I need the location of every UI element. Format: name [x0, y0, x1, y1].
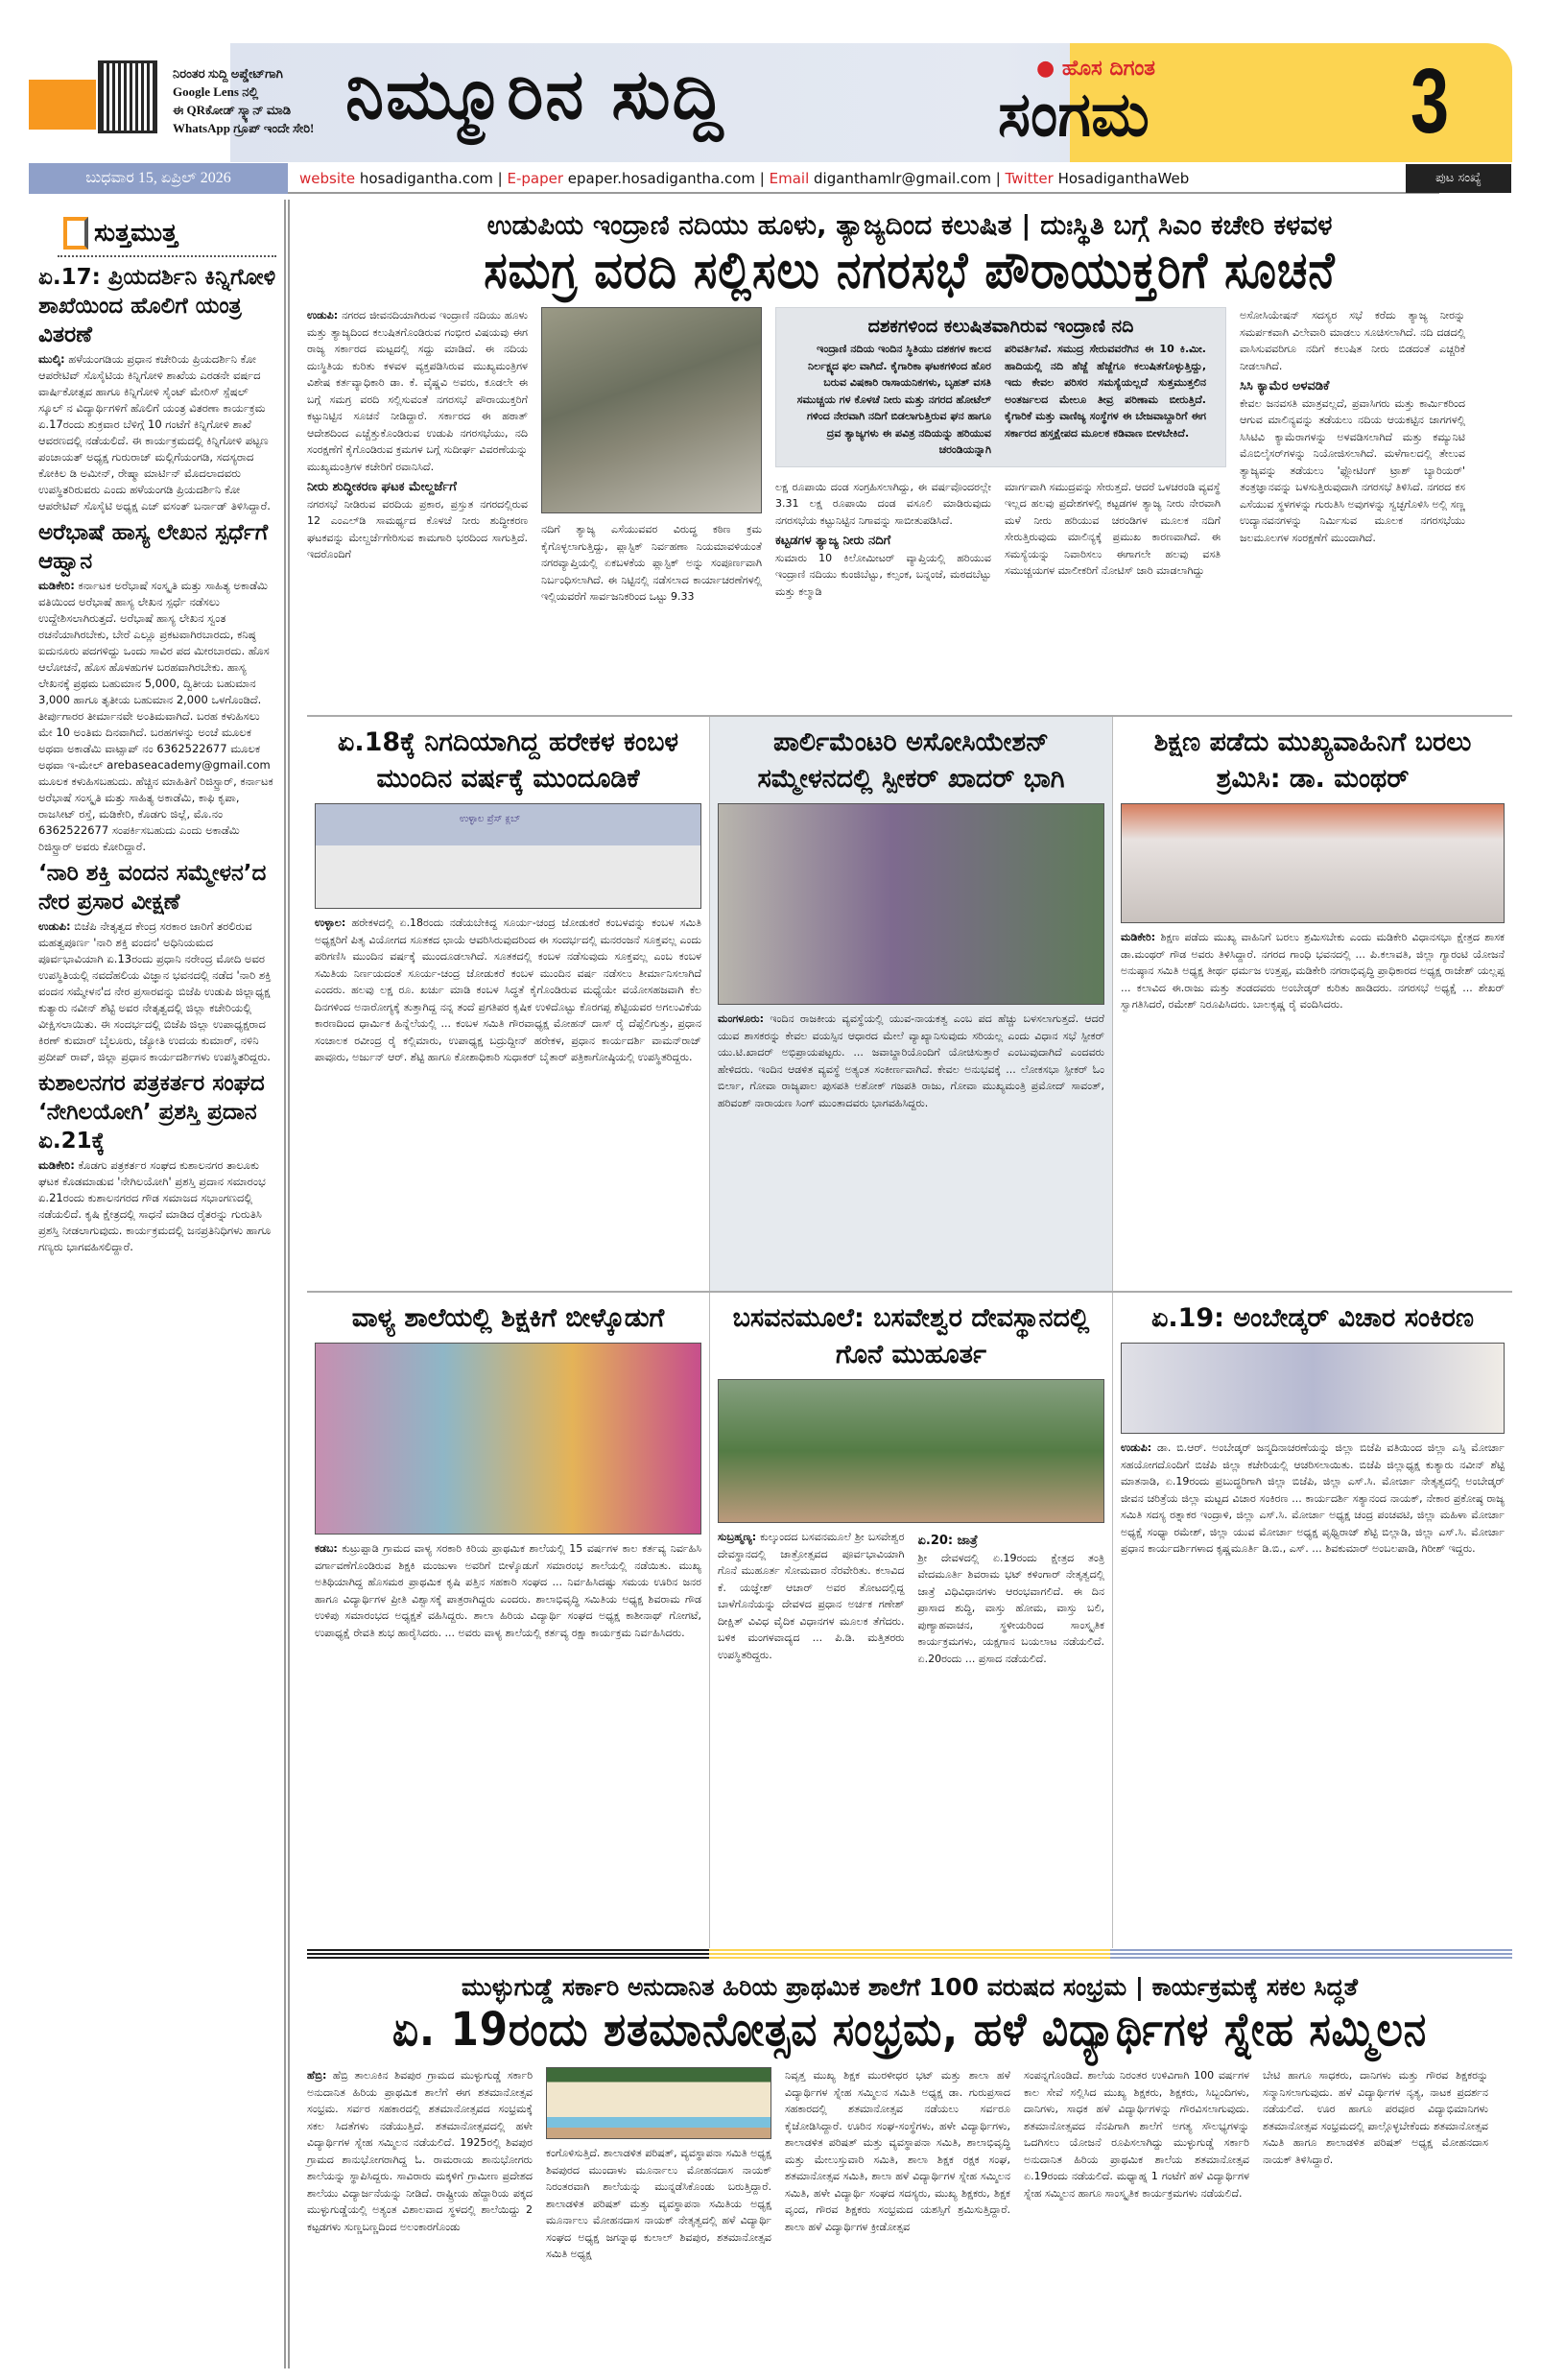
story-4: ಕುಶಾಲನಗರ ಪತ್ರಕರ್ತರ ಸಂಘದ ‘ನೇಗಿಲಯೋಗಿ’ ಪ್ರಶಸ್ತಿ ಪ್ರದಾನ ಏ.21ಕ್ಕೆ ಮಡಿಕೇರಿ: ಕೊಡಗು ಪತ್ರಕರ್ತರ ಸಂಘದ ಕುಶಾಲನಗರ ತಾಲೂಕು ಘಟಕ ಕೊಡಮಾಡುವ 'ನೇಗಿಲಯೋಗಿ' ಪ್ರಶಸ್ತಿ ಪ್ರದಾನ ಸಮಾರಂಭ ಏ.21ರಂದು ಕುಶಾಲನಗರದ ಗೌಡ ಸಮಾಜದ ಸಭಾಂಗಣದಲ್ಲಿ ನಡೆಯಲಿದೆ. ಕೃಷಿ ಕ್ಷೇತ್ರದಲ್ಲಿ ಸಾಧನೆ ಮಾಡಿದ ರೈತರನ್ನು ಗುರುತಿಸಿ ಪ್ರಶಸ್ತಿ ನೀಡಲಾಗುವುದು. ಕಾರ್ಯಕ್ರಮದಲ್ಲಿ ಜನಪ್ರತಿನಿಧಿಗಳು ಹಾಗೂ ಗಣ್ಯರು ಭಾಗವಹಿಸಲಿದ್ದಾರೆ. — [38, 1069, 276, 1255]
epaper-link[interactable]: epaper.hosadigantha.com — [567, 170, 756, 187]
story-manthar: ಶಿಕ್ಷಣ ಪಡೆದು ಮುಖ್ಯವಾಹಿನಿಗೆ ಬರಲು ಶ್ರಮಿಸಿ: ಡಾ. ಮಂಥರ್ ಮಡಿಕೇರಿ: ಶಿಕ್ಷಣ ಪಡೆದು ಮುಖ್ಯ ವಾಹಿನಿಗೆ ಬರಲು ಶ್ರಮಿಸಬೇಕು ಎಂದು ಮಡಿಕೇರಿ ವಿಧಾನಸಭಾ ಕ್ಷೇತ್ರದ ಶಾಸಕ ಡಾ.ಮಂಥರ್ ಗೌಡ ಅವರು ತಿಳಿಸಿದ್ದಾರೆ. ನಗರದ ಗಾಂಧಿ ಭವನದಲ್ಲಿ ... ಪಿ.ಕಲಾವತಿ, ಜಿಲ್ಲಾ ಗ್ಯಾರಂಟಿ ಯೋಜನೆ ಅನುಷ್ಠಾನ ಸಮಿತಿ ಅಧ್ಯಕ್ಷ ತೀರ್ಥ ಧರ್ಮಜ ಉತ್ತಪ್ಪ, ಮಡಿಕೇರಿ ನಗರಾಭಿವೃದ್ಧಿ ಪ್ರಾಧಿಕಾರದ ಅಧ್ಯಕ್ಷ ರಾಜೇಶ್ ಯಲ್ಲಪ್ಪ ... ಕಲಾವಿದ ಈ.ರಾಜು ಮತ್ತು ತಂಡದವರು ಅಂಬೇಡ್ಕರ್ ಕುರಿತು ಹಾಡಿದರು. ನಗರಸಭೆ ಅಧ್ಯಕ್ಷೆ ... ಶೇಖರ್ ಸ್ವಾಗತಿಸಿದರೆ, ರಮೇಶ್ ನಿರೂಪಿಸಿದರು. ಬಾಲಕೃಷ್ಣ ರೈ ವಂದಿಸಿದರು. — [1121, 727, 1505, 1011]
story-kicker: ಉಡುಪಿಯ ಇಂದ್ರಾಣಿ ನದಿಯು ಹೂಳು, ತ್ಯಾಜ್ಯದಿಂದ ಕಲುಷಿತ | ದುಃಸ್ಥಿತಿ ಬಗ್ಗೆ ಸಿಎಂ ಕಚೇರಿ ಕಳವಳ — [486, 209, 1333, 241]
school-photo — [546, 2067, 771, 2139]
twitter-link[interactable]: HosadiganthaWeb — [1057, 170, 1190, 187]
section-header: ಸುತ್ತಮುತ್ತ — [63, 217, 276, 250]
email-link[interactable]: diganthamlr@gmail.com — [814, 170, 991, 187]
issue-date: ಬುಧವಾರ 15, ಏಪ್ರಿಲ್ 2026 — [29, 163, 288, 194]
whatsapp-promo: ನಿರಂತರ ಸುದ್ದಿ ಅಪ್ಡೇಟ್‌ಗಾಗಿ Google Lens ನಲ್ಲಿ ಈ QRಕೋಡ್ ಸ್ಕ್ಯಾನ್ ಮಾಡಿ WhatsApp ಗ್ರೂಪ್ ಇಂದೇ ಸೇರಿ! — [173, 66, 315, 135]
left-column — [38, 200, 290, 2368]
brand-logo: ● ಹೊಸ ದಿಗಂತ — [1036, 57, 1155, 81]
story-kicker: ಮುಳ್ಳುಗುಡ್ಡೆ ಸರ್ಕಾರಿ ಅನುದಾನಿತ ಹಿರಿಯ ಪ್ರಾಥಮಿಕ ಶಾಲೆಗೆ 100 ವರುಷದ ಸಂಭ್ರಮ | ಕಾರ್ಯಕ್ರಮಕ್ಕೆ ಸಕಲ ಸಿದ್ಧತೆ — [461, 1973, 1358, 2001]
row-3 — [307, 1291, 1512, 1948]
sidebar-box: ದಶಕಗಳಿಂದ ಕಲುಷಿತವಾಗಿರುವ ಇಂದ್ರಾಣಿ ನದಿ ಇಂದ್ರಾಣಿ ನದಿಯ ಇಂದಿನ ಸ್ಥಿತಿಯು ದಶಕಗಳ ಕಾಲದ ನಿರ್ಲಕ್ಷ್ಯದ ಫಲ ವಾಗಿದೆ. ಕೈಗಾರಿಕಾ ಘಟಕಗಳಿಂದ ಹೊರ ಬರುವ ವಿಷಕಾರಿ ರಾಸಾಯನಿಕಗಳು, ಬೃಹತ್ ವಸತಿ ಸಮುಚ್ಚಯ ಗಳ ಕೊಳಚೆ ನೀರು ಮತ್ತು ನಗರದ ಹೋಟೆಲ್ ಗಳಿಂದ ನೇರವಾಗಿ ನದಿಗೆ ಬಿಡಲಾಗುತ್ತಿರುವ ಘನ ಹಾಗೂ ದ್ರವ ತ್ಯಾಜ್ಯಗಳು ಈ ಪವಿತ್ರ ನದಿಯನ್ನು ಹರಿಯುವ ಚರಂಡಿಯನ್ನಾಗಿ ಪರಿವರ್ತಿಸಿವೆ. ಸಮುದ್ರ ಸೇರುವವರೆಗಿನ ಈ 10 ಕಿ.ಮೀ. ಹಾದಿಯಲ್ಲಿ ನದಿ ಹೆಜ್ಜೆ ಹೆಜ್ಜೆಗೂ ಕಲುಷಿತಗೊಳ್ಳುತ್ತಿದ್ದು, ಇದು ಕೇವಲ ಪರಿಸರ ಸಮಸ್ಯೆಯಲ್ಲದೆ ಸುತ್ತಮುತ್ತಲಿನ ಅಂತರ್ಜಲದ ಮೇಲೂ ತೀವ್ರ ಪರಿಣಾಮ ಬೀರುತ್ತಿದೆ. ಕೈಗಾರಿಕೆ ಮತ್ತು ವಾಣಿಜ್ಯ ಸಂಸ್ಥೆಗಳ ಈ ಬೇಜವಾಬ್ದಾರಿಗೆ ಈಗ ಸರ್ಕಾರದ ಹಸ್ತಕ್ಷೇಪದ ಮೂಲಕ ಕಡಿವಾಣ ಬೀಳಬೇಕಿದೆ. — [775, 307, 1226, 467]
felicitation-photo — [1121, 803, 1505, 923]
contact-links: website hosadigantha.com | E-paper epaper.hosadigantha.com | Email diganthamlr@gmail.com | Twitter HosadiganthaWeb — [288, 163, 1439, 194]
row-2 — [307, 715, 1512, 1291]
speaker-photo — [718, 803, 1104, 1005]
divider — [58, 255, 276, 257]
subheading: ನೀರು ಶುದ್ಧೀಕರಣ ಘಟಕ ಮೇಲ್ದರ್ಜೆಗೆ — [307, 480, 457, 494]
qr-code-icon[interactable] — [98, 60, 157, 133]
page-number: 3 — [1411, 50, 1450, 153]
story-headline: ಕುಶಾಲನಗರ ಪತ್ರಕರ್ತರ ಸಂಘದ ‘ನೇಗಿಲಯೋಗಿ’ ಪ್ರಶಸ್ತಿ ಪ್ರದಾನ ಏ.21ಕ್ಕೆ — [38, 1071, 265, 1154]
story-kambala: ಏ.18ಕ್ಕೆ ನಿಗದಿಯಾಗಿದ್ದ ಹರೇಕಳ ಕಂಬಳ ಮುಂದಿನ ವರ್ಷಕ್ಕೆ ಮುಂದೂಡಿಕೆ ಉಳ್ಳಾಲ ಪ್ರೆಸ್ ಕ್ಲಬ್ ಉಳ್ಳಾಲ: ಹರೇಕಳದಲ್ಲಿ ಏ.18ರಂದು ನಡೆಯಬೇಕಿದ್ದ ಸೂರ್ಯ-ಚಂದ್ರ ಜೋಡುಕರೆ ಕಂಬಳವನ್ನು ಕಂಬಳ ಸಮಿತಿ ಅಧ್ಯಕ್ಷರಿಗೆ ಪಿತೃ ವಿಯೋಗದ ಸೂತಕದ ಛಾಯೆ ಆವರಿಸಿರುವುದರಿಂದ ಈ ಸಂದರ್ಭದಲ್ಲಿ ಮನರಂಜನೆ ಸೂಕ್ತವಲ್ಲ ಎಂದು ಪರಿಗಣಿಸಿ ಮುಂದಿನ ವರ್ಷಕ್ಕೆ ಮುಂದೂಡಲಾಗಿದೆ. ಸೂತಕದಲ್ಲಿ ಕಂಬಳ ನಡೆಸುವುದು ಸೂಕ್ತವಲ್ಲ ಎಂಬ ಕಂಬಳ ಸಮಿತಿಯ ನಿರ್ಣಯದಂತೆ ಸೂರ್ಯ-ಚಂದ್ರ ಜೋಡುಕರೆ ಕಂಬಳ ಮುಂದಿನ ವರ್ಷ ನಡೆಸಲು ತೀರ್ಮಾನಿಸಲಾಗಿದೆ ಎಂದರು. ಹಲವು ಲಕ್ಷ ರೂ. ಖರ್ಚು ಮಾಡಿ ಕಂಬಳ ಸಿದ್ಧತೆ ಕೈಗೊಂಡಿರುವ ಮಧ್ಯೆಯೇ ವಯೋಸಹಜವಾಗಿ ಕೆಲ ದಿನಗಳಿಂದ ಅನಾರೋಗ್ಯಕ್ಕೆ ತುತ್ತಾಗಿದ್ದ ನನ್ನ ತಂದೆ ಪ್ರಗತಿಪರ ಕೃಷಿಕ ಉಳಿದೊಟ್ಟು ಕೊರಗಪ್ಪ ಶೆಟ್ಟಿಯವರ ಅಗಲುವಿಕೆಯ ಕಾರಣದಿಂದ ಧಾರ್ಮಿಕ ಹಿನ್ನೆಲೆಯಲ್ಲಿ ... ಕಂಬಳ ಸಮಿತಿ ಗೌರವಾಧ್ಯಕ್ಷ ಮೋಹನ್ ದಾಸ್ ರೈ ದೆಪ್ಪೆಲಿಗುತ್ತು, ಪ್ರಧಾನ ಸಂಚಾಲಕ ರವೀಂದ್ರ ರೈ ಕಲ್ಲಿಮಾರು, ಉಪಾಧ್ಯಕ್ಷ ಬದ್ರುದ್ದೀನ್ ಹರೇಕಳ, ಪ್ರಧಾನ ಕಾರ್ಯದರ್ಶಿ ವಾಮನ್‌ರಾಜ್ ಪಾವೂರು, ಅರ್ಜುನ್ ಆರ್. ಶೆಟ್ಟಿ ಹಾಗೂ ಕೋಶಾಧಿಕಾರಿ ಸುಧಾಕರ್ ಬೈತಾರ್ ಪತ್ರಿಕಾಗೋಷ್ಠಿಯಲ್ಲಿ ಉಪಸ್ಥಿತರಿದ್ದರು. — [307, 717, 710, 1291]
door-icon — [63, 217, 88, 250]
story-3: ‘ನಾರಿ ಶಕ್ತಿ ವಂದನ ಸಮ್ಮೇಳನ’ದ ನೇರ ಪ್ರಸಾರ ವೀಕ್ಷಣೆ ಉಡುಪಿ: ಬಿಜೆಪಿ ನೇತೃತ್ವದ ಕೇಂದ್ರ ಸರಕಾರ ಜಾರಿಗೆ ತರಲಿರುವ ಮಹತ್ವಪೂರ್ಣ 'ನಾರಿ ಶಕ್ತಿ ವಂದನ' ಅಧಿನಿಯಮದ ಪೂರ್ವಭಾವಿಯಾಗಿ ಏ.13ರಂದು ಪ್ರಧಾನಿ ನರೇಂದ್ರ ಮೋದಿ ಅವರ ಉಪಸ್ಥಿತಿಯಲ್ಲಿ ನವದೆಹಲಿಯ ವಿಜ್ಞಾನ ಭವನದಲ್ಲಿ ನಡೆದ 'ನಾರಿ ಶಕ್ತಿ ವಂದನ ಸಮ್ಮೇಳನ'ದ ನೇರ ಪ್ರಸಾರವನ್ನು ಬಿಜೆಪಿ ಉಡುಪಿ ಜಿಲ್ಲಾಧ್ಯಕ್ಷ ಕುತ್ಯಾರು ನವೀನ್ ಶೆಟ್ಟಿ ಅವರ ನೇತೃತ್ವದಲ್ಲಿ ಜಿಲ್ಲಾ ಕಚೇರಿಯಲ್ಲಿ ವೀಕ್ಷಿಸಲಾಯಿತು. ಈ ಸಂದರ್ಭದಲ್ಲಿ ಬಿಜೆಪಿ ಜಿಲ್ಲಾ ಉಪಾಧ್ಯಕ್ಷರಾದ ಕಿರಣ್ ಕುಮಾರ್ ಬೈಲೂರು, ಜ್ಯೋತಿ ಉದಯ ಕುಮಾರ್, ನಳಿನಿ ಪ್ರದೀಪ್ ರಾವ್, ಜಿಲ್ಲಾ ಪ್ರಧಾನ ಕಾರ್ಯದರ್ಶಿಗಳು ಉಪಸ್ಥಿತರಿದ್ದರು. — [38, 859, 276, 1065]
story-basavanamoole: ಬಸವನಮೂಲೆ: ಬಸವೇಶ್ವರ ದೇವಸ್ಥಾನದಲ್ಲಿ ಗೊನೆ ಮುಹೂರ್ತ ಸುಬ್ರಹ್ಮಣ್ಯ: ಕುಲ್ಕುಂದದ ಬಸವನಮೂಲೆ ಶ್ರೀ ಬಸವೇಶ್ವರ ದೇವಸ್ಥಾನದಲ್ಲಿ ಜಾತ್ರೋತ್ಸವದ ಪೂರ್ವಭಾವಿಯಾಗಿ ಗೊನೆ ಮುಹೂರ್ತ ಸೋಮವಾರ ನೆರವೇರಿತು. ಕಲಾವಿದ ಕೆ. ಯಜ್ಞೇಶ್ ಆಚಾರ್ ಅವರ ತೋಟದಲ್ಲಿದ್ದ ಬಾಳೆಗೊನೆಯನ್ನು ದೇವಳದ ಪ್ರಧಾನ ಅರ್ಚಕ ಗಣೇಶ್ ದೀಕ್ಷಿತ್ ವಿವಿಧ ವೈದಿಕ ವಿಧಾನಗಳ ಮೂಲಕ ತೆಗೆದರು. ಬಳಿಕ ಮಂಗಳವಾದ್ಯದ ... ಪಿ.ಡಿ. ಮತ್ತಿತರರು ಉಪಸ್ಥಿತರಿದ್ದರು. ಏ.20: ಜಾತ್ರೆ ಶ್ರೀ ದೇವಳದಲ್ಲಿ ಏ.19ರಂದು ಕ್ಷೇತ್ರದ ತಂತ್ರಿ ವೇದಮೂರ್ತಿ ಶಿವರಾಮ ಭಟ್ ಕಳಿಂಗಾರ್ ನೇತೃತ್ವದಲ್ಲಿ ಜಾತ್ರೆ ವಿಧಿವಿಧಾನಗಳು ಆರಂಭವಾಗಲಿದೆ. ಈ ದಿನ ಪ್ರಾಸಾದ ಶುದ್ಧಿ, ವಾಸ್ತು ಹೋಮ, ವಾಸ್ತು ಬಲಿ, ಪುಣ್ಯಾಹವಾಚನ, ಸ್ಥಳೀಯರಿಂದ ಸಾಂಸ್ಕೃತಿಕ ಕಾರ್ಯಕ್ರಮಗಳು, ಯಕ್ಷಗಾನ ಬಯಲಾಟ ನಡೆಯಲಿದೆ. ಏ.20ರಂದು ... ಪ್ರಸಾದ ನಡೆಯಲಿದೆ. — [710, 1293, 1113, 1948]
river-photo — [541, 307, 762, 513]
farewell-photo — [315, 1343, 701, 1535]
bottom-story: ಮುಳ್ಳುಗುಡ್ಡೆ ಸರ್ಕಾರಿ ಅನುದಾನಿತ ಹಿರಿಯ ಪ್ರಾಥಮಿಕ ಶಾಲೆಗೆ 100 ವರುಷದ ಸಂಭ್ರಮ | ಕಾರ್ಯಕ್ರಮಕ್ಕೆ ಸಕಲ ಸಿದ್ಧತೆ ಏ. 19ರಂದು ಶತಮಾನೋತ್ಸವ ಸಂಭ್ರಮ, ಹಳೆ ವಿದ್ಯಾರ್ಥಿಗಳ ಸ್ನೇಹ ಸಮ್ಮಿಲನ ಹೆಬ್ರಿ: ಹೆಬ್ರಿ ತಾಲೂಕಿನ ಶಿವಪುರ ಗ್ರಾಮದ ಮುಳ್ಳುಗುಡ್ಡೆ ಸರ್ಕಾರಿ ಅನುದಾನಿತ ಹಿರಿಯ ಪ್ರಾಥಮಿಕ ಶಾಲೆಗೆ ಈಗ ಶತಮಾನೋತ್ಸವ ಸಂಭ್ರಮ. ಸರ್ವರ ಸಹಕಾರದಲ್ಲಿ ಶತಮಾನೋತ್ಸವದ ಸಂಭ್ರಮಕ್ಕೆ ಸಕಲ ಸಿದತೆಗಳು ನಡೆಯುತ್ತಿದೆ. ಶತಮಾನೋತ್ಸವದಲ್ಲಿ ಹಳೇ ವಿದ್ಯಾರ್ಥಿಗಳ ಸ್ನೇಹ ಸಮ್ಮಿಲನ ನಡೆಯಲಿದೆ. 1925ರಲ್ಲಿ ಶಿವಪುರ ಗ್ರಾಮದ ಶಾನುಭೋಗರಾಗಿದ್ದ ಓ. ರಾಮರಾಯ ಶಾನುಭೋಗರು ಶಾಲೆಯನ್ನು ಸ್ಥಾಪಿಸಿದ್ದರು. ಸಾವಿರಾರು ಮಕ್ಕಳಿಗೆ ಗ್ರಾಮೀಣ ಪ್ರದೇಶದ ಶಾಲೆಯು ವಿದ್ಯಾರ್ಜನೆಯನ್ನು ನೀಡಿದೆ. ರಾಷ್ಟ್ರೀಯ ಹೆದ್ದಾರಿಯ ಪಕ್ಕದ ಮುಳ್ಳುಗುಡ್ಡೆಯಲ್ಲಿ ಅತ್ಯಂತ ವಿಶಾಲವಾದ ಸ್ಥಳದಲ್ಲಿ ಶಾಲೆಯಿದ್ದು 2 ಕಟ್ಟಡಗಳು ಸುಣ್ಣಬಣ್ಣದಿಂದ ಅಲಂಕಾರಗೊಂಡು ಕಂಗೊಳಿಸುತ್ತಿದೆ. ಶಾಲಾಡಳಿತ ಪರಿಷತ್, ವ್ಯವಸ್ಥಾಪನಾ ಸಮಿತಿ ಅಧ್ಯಕ್ಷ ಶಿವಪುರದ ಮುಂದಾಳು ಮೂರ್ನಾಲು ಮೋಹನದಾಸ ನಾಯಕ್ ನಿರಂತರವಾಗಿ ಶಾಲೆಯನ್ನು ಮುನ್ನಡೆಸಿಕೊಂಡು ಬರುತ್ತಿದ್ದಾರೆ. ಶಾಲಾಡಳಿತ ಪರಿಷತ್ ಮತ್ತು ವ್ಯವಸ್ಥಾಪನಾ ಸಮಿತಿಯ ಅಧ್ಯಕ್ಷ ಮೂರ್ನಾಲು ಮೋಹನದಾಸ ನಾಯಕ್ ನೇತೃತ್ವದಲ್ಲಿ ಹಳೆ ವಿದ್ಯಾರ್ಥಿ ಸಂಘದ ಅಧ್ಯಕ್ಷ ಜಗನ್ನಾಥ ಕುಲಾಲ್ ಶಿವಪುರ, ಶತಮಾನೋತ್ಸವ ಸಮಿತಿ ಅಧ್ಯಕ್ಷ ನಿವೃತ್ತ ಮುಖ್ಯ ಶಿಕ್ಷಕ ಮುರಳೀಧರ ಭಟ್ ಮತ್ತು ಶಾಲಾ ಹಳೆ ವಿದ್ಯಾರ್ಥಿಗಳ ಸ್ನೇಹ ಸಮ್ಮಿಲನ ಸಮಿತಿ ಅಧ್ಯಕ್ಷ ಡಾ. ಗುರುಪ್ರಸಾದ ಸಹಕಾರದಲ್ಲಿ ಶತಮಾನೋತ್ಸವ ನಡೆಯಲು ಸರ್ವರೂ ಕೈಜೋಡಿಸಿದ್ದಾರೆ. ಊರಿನ ಸಂಘ-ಸಂಸ್ಥೆಗಳು, ಹಳೇ ವಿದ್ಯಾರ್ಥಿಗಳು, ಶಾಲಾಡಳಿತ ಪರಿಷತ್ ಮತ್ತು ವ್ಯವಸ್ಥಾಪನಾ ಸಮಿತಿ, ಶಾಲಾಭಿವೃದ್ಧಿ ಮತ್ತು ಮೇಲುಸ್ತುವಾರಿ ಸಮಿತಿ, ಶಾಲಾ ಶಿಕ್ಷಕ ರಕ್ಷಕ ಸಂಘ, ಶತಮಾನೋತ್ಸವ ಸಮಿತಿ, ಶಾಲಾ ಹಳೆ ವಿದ್ಯಾರ್ಥಿಗಳ ಸ್ನೇಹ ಸಮ್ಮಿಲನ ಸಮಿತಿ, ಹಳೇ ವಿದ್ಯಾರ್ಥಿ ಸಂಘದ ಸದಸ್ಯರು, ಮುಖ್ಯ ಶಿಕ್ಷಕರು, ಶಿಕ್ಷಕ ವೃಂದ, ಗೌರವ ಶಿಕ್ಷಕರು ಸಂಭ್ರಮದ ಯಶಸ್ಸಿಗೆ ಶ್ರಮಿಸುತ್ತಿದ್ದಾರೆ. ಶಾಲಾ ಹಳೆ ವಿದ್ಯಾರ್ಥಿಗಳ ಕ್ರೀಡೋತ್ಸವ ಸಂಪನ್ನಗೊಂಡಿದೆ. ಶಾಲೆಯ ನಿರಂತರ ಉಳಿವಿಗಾಗಿ 100 ವರ್ಷಗಳ ಕಾಲ ಸೇವೆ ಸಲ್ಲಿಸಿದ ಮುಖ್ಯ ಶಿಕ್ಷಕರು, ಶಿಕ್ಷಕರು, ಸಿಬ್ಬಂದಿಗಳು, ದಾನಿಗಳು, ಸಾಧಕ ಹಳೆ ವಿದ್ಯಾರ್ಥಿಗಳನ್ನು ಗೌರವಿಸಲಾಗುವುದು. ಶತಮಾನೋತ್ಸವದ ನೆನಪಿಗಾಗಿ ಶಾಲೆಗೆ ಅಗತ್ಯ ಸೌಲಭ್ಯಗಳನ್ನು ಒದಗಿಸಲು ಯೋಜನೆ ರೂಪಿಸಲಾಗಿದ್ದು ಮುಳ್ಳುಗುಡ್ಡೆ ಸರ್ಕಾರಿ ಅನುದಾನಿತ ಹಿರಿಯ ಪ್ರಾಥಮಿಕ ಶಾಲೆಯ ಶತಮಾನೋತ್ಸವ ಏ.19ರಂದು ನಡೆಯಲಿದೆ. ಮಧ್ಯಾಹ್ನ 1 ಗಂಟೆಗೆ ಹಳೆ ವಿದ್ಯಾರ್ಥಿಗಳ ಸ್ನೇಹ ಸಮ್ಮಿಲನ ಹಾಗೂ ಸಾಂಸ್ಕೃತಿಕ ಕಾರ್ಯಕ್ರಮಗಳು ನಡೆಯಲಿದೆ. ಬೇಟಿ ಹಾಗೂ ಸಾಧಕರು, ದಾನಿಗಳು ಮತ್ತು ಗೌರವ ಶಿಕ್ಷಕರನ್ನು ಸನ್ಮಾನಿಸಲಾಗುವುದು. ಹಳೆ ವಿದ್ಯಾರ್ಥಿಗಳ ನೃತ್ಯ, ನಾಟಕ ಪ್ರದರ್ಶನ ನಡೆಯಲಿದೆ. ಊರ ಹಾಗೂ ಪರವೂರ ವಿದ್ಯಾಭಿಮಾನಿಗಳು ಶತಮಾನೋತ್ಸವ ಸಂಭ್ರಮದಲ್ಲಿ ಪಾಲ್ಗೊಳ್ಳಬೇಕೆಂದು ಶತಮಾನೋತ್ಸವ ಸಮಿತಿ ಹಾಗೂ ಶಾಲಾಡಳಿತ ಪರಿಷತ್ ಅಧ್ಯಕ್ಷ ಮೋಹನದಾಸ ನಾಯಕ್ ತಿಳಿಸಿದ್ದಾರೆ. — [307, 1965, 1512, 2368]
orange-block — [29, 80, 96, 130]
section-title: ನಿಮ್ಮೂರಿನ ಸುದ್ದಿ — [345, 53, 725, 134]
story-farewell: ವಾಳ್ಯ ಶಾಲೆಯಲ್ಲಿ ಶಿಕ್ಷಕಿಗೆ ಬೀಳ್ಕೊಡುಗೆ ಕಡಬ: ಕುಟ್ರುಪ್ಪಾಡಿ ಗ್ರಾಮದ ವಾಳ್ಯ ಸರಕಾರಿ ಕಿರಿಯ ಪ್ರಾಥಮಿಕ ಶಾಲೆಯಲ್ಲಿ 15 ವರ್ಷಗಳ ಕಾಲ ಕರ್ತವ್ಯ ನಿರ್ವಹಿಸಿ ವರ್ಗಾವಣೆಗೊಂಡಿರುವ ಶಿಕ್ಷಕಿ ಮಂಜುಳಾ ಅವರಿಗೆ ಬೀಳ್ಕೊಡುಗೆ ಸಮಾರಂಭ ಶಾಲೆಯಲ್ಲಿ ನಡೆಯಿತು. ಮುಖ್ಯ ಅತಿಥಿಯಾಗಿದ್ದ ಹೊಸಮಠ ಪ್ರಾಥಮಿಕ ಕೃಷಿ ಪತ್ತಿನ ಸಹಕಾರಿ ಸಂಘದ ... ನಿರ್ವಹಿಸಿದಷ್ಟು ಸಮಯ ಊರಿನ ಜನರ ಹಾಗೂ ವಿದ್ಯಾರ್ಥಿಗಳ ಪ್ರೀತಿ ವಿಶ್ವಾಸಕ್ಕೆ ಪಾತ್ರರಾಗಿದ್ದರು ಎಂದರು. ಶಾಲಾಭಿವೃದ್ಧಿ ಸಮಿತಿಯ ಅಧ್ಯಕ್ಷ ಶಿವರಾಮ ಗೌಡ ಉಳಿಪು ಸಮಾರಂಭದ ಅಧ್ಯಕ್ಷತೆ ವಹಿಸಿದ್ದರು. ಶಾಲಾ ಹಿರಿಯ ವಿದ್ಯಾರ್ಥಿ ಸಂಘದ ಅಧ್ಯಕ್ಷ ಕಾಶೀನಾಥ್ ಗೋಗಟೆ, ಉಪಾಧ್ಯಕ್ಷೆ ರೇವತಿ ಶುಭ ಹಾರೈಸಿದರು. ... ಅವರು ವಾಳ್ಯ ಶಾಲೆಯಲ್ಲಿ ಕರ್ತವ್ಯ ರಕ್ಷಾ ಕಾರ್ಯಕ್ರಮ ನಿರ್ವಹಿಸಿದರು. — [307, 1293, 710, 1948]
story-headline: ಏ.17: ಪ್ರಿಯದರ್ಶಿನಿ ಕಿನ್ನಿಗೋಳಿ ಶಾಖೆಯಿಂದ ಹೊಲಿಗೆ ಯಂತ್ರ ವಿತರಣೆ — [38, 265, 276, 347]
ambedkar-event-photo — [1121, 1343, 1505, 1434]
page-label: ಪುಟ ಸಂಖ್ಯೆ — [1406, 164, 1511, 193]
color-band-divider — [307, 1949, 1512, 1961]
story-2: ಅರೆಭಾಷೆ ಹಾಸ್ಯ ಲೇಖನ ಸ್ಪರ್ಧೆಗೆ ಆಹ್ವಾನ ಮಡಿಕೇರಿ: ಕರ್ನಾಟಕ ಅರೆಭಾಷೆ ಸಂಸ್ಕೃತಿ ಮತ್ತು ಸಾಹಿತ್ಯ ಅಕಾಡೆಮಿ ವತಿಯಿಂದ ಅರೆಭಾಷೆ ಹಾಸ್ಯ ಲೇಖನ ಸ್ಪರ್ಧೆ ನಡೆಸಲು ಉದ್ದೇಶಿಸಲಾಗಿರುತ್ತದೆ. ಅರೆಭಾಷೆ ಹಾಸ್ಯ ಲೇಖನ ಸ್ವಂತ ರಚನೆಯಾಗಿರಬೇಕು, ಬೇರೆ ಎಲ್ಲೂ ಪ್ರಕಟವಾಗಿರಬಾರದು, ಕನಿಷ್ಠ ಐದುನೂರು ಪದಗಳಿದ್ದು ಒಂದು ಸಾವಿರ ಪದ ಮೀರಬಾರದು. ಹೊಸ ಆಲೋಚನೆ, ಹೊಸ ಹೊಳಹುಗಳ ಬರಹವಾಗಿರಬೇಕು. ಹಾಸ್ಯ ಲೇಖನಕ್ಕೆ ಪ್ರಥಮ ಬಹುಮಾನ 5,000, ದ್ವಿತೀಯ ಬಹುಮಾನ 3,000 ಹಾಗೂ ತೃತೀಯ ಬಹುಮಾನ 2,000 ಒಳಗೊಂಡಿದೆ. ತೀರ್ಪುಗಾರರ ತೀರ್ಮಾನವೇ ಅಂತಿಮವಾಗಿದೆ. ಬರಹ ಕಳುಹಿಸಲು ಮೇ 10 ಅಂತಿಮ ದಿನವಾಗಿದೆ. ಬರಹಗಳನ್ನು ಅಂಚೆ ಮೂಲಕ ಅಥವಾ ಅಕಾಡೆಮಿ ವಾಟ್ಸಾಪ್ ನಂ 6362522677 ಮೂಲಕ ಅಥವಾ ಇ-ಮೇಲ್ arebaseacademy@gmail.com ಮೂಲಕ ಕಳುಹಿಸಬಹುದು. ಹೆಚ್ಚಿನ ಮಾಹಿತಿಗೆ ರಿಜಿಸ್ಟ್ರಾರ್, ಕರ್ನಾಟಕ ಅರೆಭಾಷೆ ಸಂಸ್ಕೃತಿ ಮತ್ತು ಸಾಹಿತ್ಯ ಅಕಾಡೆಮಿ, ಕಾಫಿ ಕೃಪಾ, ರಾಜಸೀಟ್ ರಸ್ತೆ, ಮಡಿಕೇರಿ, ಕೊಡಗು ಜಿಲ್ಲೆ, ಮೊ.ನಂ 6362522677 ಸಂಪರ್ಕಿಸಬಹುದು ಎಂದು ಅಕಾಡೆಮಿ ರಿಜಿಸ್ಟ್ರಾರ್ ಅವರು ಕೋರಿದ್ದಾರೆ. — [38, 518, 276, 855]
top-story: ಉಡುಪಿಯ ಇಂದ್ರಾಣಿ ನದಿಯು ಹೂಳು, ತ್ಯಾಜ್ಯದಿಂದ ಕಲುಷಿತ | ದುಃಸ್ಥಿತಿ ಬಗ್ಗೆ ಸಿಎಂ ಕಚೇರಿ ಕಳವಳ ಸಮಗ್ರ ವರದಿ ಸಲ್ಲಿಸಲು ನಗರಸಭೆ ಪೌರಾಯುಕ್ತರಿಗೆ ಸೂಚನೆ ಉಡುಪಿ: ನಗರದ ಜೀವನದಿಯಾಗಿರುವ ಇಂದ್ರಾಣಿ ನದಿಯು ಹೂಳು ಮತ್ತು ತ್ಯಾಜ್ಯದಿಂದ ಕಲುಷಿತಗೊಂಡಿರುವ ಗಂಭೀರ ವಿಷಯವು ಈಗ ರಾಜ್ಯ ಸರ್ಕಾರದ ಮಟ್ಟದಲ್ಲಿ ಸದ್ದು ಮಾಡಿದೆ. ಈ ನದಿಯ ದುಃಸ್ಥಿತಿಯ ಕುರಿತು ಕಳವಳ ವ್ಯಕ್ತಪಡಿಸಿರುವ ಮುಖ್ಯಮಂತ್ರಿಗಳ ವಿಶೇಷ ಕರ್ತವ್ಯಾಧಿಕಾರಿ ಡಾ. ಕೆ. ವೈಷ್ಣವಿ ಅವರು, ಕೂಡಲೇ ಈ ಬಗ್ಗೆ ಸಮಗ್ರ ವರದಿ ಸಲ್ಲಿಸುವಂತೆ ನಗರಸಭೆ ಪೌರಾಯುಕ್ತರಿಗೆ ಕಟ್ಟುನಿಟ್ಟಿನ ಸೂಚನೆ ನೀಡಿದ್ದಾರೆ. ಸರ್ಕಾರದ ಈ ಹಠಾತ್ ಆದೇಶದಿಂದ ಎಚ್ಚೆತ್ತುಕೊಂಡಿರುವ ಉಡುಪಿ ನಗರಸಭೆಯು, ನದಿ ಸಂರಕ್ಷಣೆಗೆ ಕೈಗೊಂಡಿರುವ ಕ್ರಮಗಳ ಬಗ್ಗೆ ಸುದೀರ್ಘ ವಿವರಣೆಯನ್ನು ಮುಖ್ಯಮಂತ್ರಿಗಳ ಕಚೇರಿಗೆ ರವಾನಿಸಿದೆ. ನೀರು ಶುದ್ಧೀಕರಣ ಘಟಕ ಮೇಲ್ದರ್ಜೆಗೆ ನಗರಸಭೆ ನೀಡಿರುವ ವರದಿಯ ಪ್ರಕಾರ, ಪ್ರಸ್ತುತ ನಗರದಲ್ಲಿರುವ 12 ಎಂಎಲ್‌ಡಿ ಸಾಮರ್ಥ್ಯದ ಕೊಳಚೆ ನೀರು ಶುದ್ಧೀಕರಣ ಘಟಕವನ್ನು ಮೇಲ್ದರ್ಜೆಗೇರಿಸುವ ಕಾಮಗಾರಿ ಭರದಿಂದ ಸಾಗುತ್ತಿದೆ. ಇದರೊಂದಿಗೆ ನದಿಗೆ ತ್ಯಾಜ್ಯ ಎಸೆಯುವವರ ವಿರುದ್ಧ ಕಠಿಣ ಕ್ರಮ ಕೈಗೊಳ್ಳಲಾಗುತ್ತಿದ್ದು, ಪ್ಲಾಸ್ಟಿಕ್ ನಿರ್ವಹಣಾ ನಿಯಮಾವಳಿಯಂತೆ ನಗರವ್ಯಾಪ್ತಿಯಲ್ಲಿ ಏಕಬಳಕೆಯ ಪ್ಲಾಸ್ಟಿಕ್ ಅನ್ನು ಸಂಪೂರ್ಣವಾಗಿ ನಿರ್ಬಂಧಿಸಲಾಗಿದೆ. ಈ ನಿಟ್ಟಿನಲ್ಲಿ ನಡೆಸಲಾದ ಕಾರ್ಯಾಚರಣೆಗಳಲ್ಲಿ ಇಲ್ಲಿಯವರೆಗೆ ಸಾರ್ವಜನಿಕರಿಂದ ಒಟ್ಟು 9.33 ದಶಕಗಳಿಂದ ಕಲುಷಿತವಾಗಿರುವ ಇಂದ್ರಾಣಿ ನದಿ ಇಂದ್ರಾಣಿ ನದಿಯ ಇಂದಿನ ಸ್ಥಿತಿಯು ದಶಕಗಳ ಕಾಲದ ನಿರ್ಲಕ್ಷ್ಯದ ಫಲ ವಾಗಿದೆ. ಕೈಗಾರಿಕಾ ಘಟಕಗಳಿಂದ ಹೊರ ಬರುವ ವಿಷಕಾರಿ ರಾಸಾಯನಿಕಗಳು, ಬೃಹತ್ ವಸತಿ ಸಮುಚ್ಚಯ ಗಳ ಕೊಳಚೆ ನೀರು ಮತ್ತು ನಗರದ ಹೋಟೆಲ್ ಗಳಿಂದ ನೇರವಾಗಿ ನದಿಗೆ ಬಿಡಲಾಗುತ್ತಿರುವ ಘನ ಹಾಗೂ ದ್ರವ ತ್ಯಾಜ್ಯಗಳು ಈ ಪವಿತ್ರ ನದಿಯನ್ನು ಹರಿಯುವ ಚರಂಡಿಯನ್ನಾಗಿ ಪರಿವರ್ತಿಸಿವೆ. ಸಮುದ್ರ ಸೇರುವವರೆಗಿನ ಈ 10 ಕಿ.ಮೀ. ಹಾದಿಯಲ್ಲಿ ನದಿ ಹೆಜ್ಜೆ ಹೆಜ್ಜೆಗೂ ಕಲುಷಿತಗೊಳ್ಳುತ್ತಿದ್ದು, ಇದು ಕೇವಲ ಪರಿಸರ ಸಮಸ್ಯೆಯಲ್ಲದೆ ಸುತ್ತಮುತ್ತಲಿನ ಅಂತರ್ಜಲದ ಮೇಲೂ ತೀವ್ರ ಪರಿಣಾಮ ಬೀರುತ್ತಿದೆ. ಕೈಗಾರಿಕೆ ಮತ್ತು ವಾಣಿಜ್ಯ ಸಂಸ್ಥೆಗಳ ಈ ಬೇಜವಾಬ್ದಾರಿಗೆ ಈಗ ಸರ್ಕಾರದ ಹಸ್ತಕ್ಷೇಪದ ಮೂಲಕ ಕಡಿವಾಣ ಬೀಳಬೇಕಿದೆ. ಲಕ್ಷ ರೂಪಾಯಿ ದಂಡ ಸಂಗ್ರಹಿಸಲಾಗಿದ್ದು, ಈ ವರ್ಷವೊಂದರಲ್ಲೇ 3.31 ಲಕ್ಷ ರೂಪಾಯಿ ದಂಡ ವಸೂಲಿ ಮಾಡಿರುವುದು ನಗರಸಭೆಯ ಕಟ್ಟುನಿಟ್ಟಿನ ನಿಗಾವನ್ನು ಸಾಬೀತುಪಡಿಸಿದೆ. ಕಟ್ಟಡಗಳ ತ್ಯಾಜ್ಯ ನೀರು ನದಿಗೆ ಸುಮಾರು 10 ಕಿಲೋಮೀಟರ್ ವ್ಯಾಪ್ತಿಯಲ್ಲಿ ಹರಿಯುವ ಇಂದ್ರಾಣಿ ನದಿಯು ಕುಂಜಿಬೆಟ್ಟು, ಕಲ್ಸಂಕ, ಬನ್ನಂಜೆ, ಮಠದಬೆಟ್ಟು ಮತ್ತು ಕಲ್ಮಾಡಿ ಮಾರ್ಗವಾಗಿ ಸಮುದ್ರವನ್ನು ಸೇರುತ್ತದೆ. ಆದರೆ ಒಳಚರಂಡಿ ವ್ಯವಸ್ಥೆ ಇಲ್ಲದ ಹಲವು ಪ್ರದೇಶಗಳಲ್ಲಿ ಕಟ್ಟಡಗಳ ತ್ಯಾಜ್ಯ ನೀರು ನೇರವಾಗಿ ಮಳೆ ನೀರು ಹರಿಯುವ ಚರಂಡಿಗಳ ಮೂಲಕ ನದಿಗೆ ಸೇರುತ್ತಿರುವುದು ಮಾಲಿನ್ಯಕ್ಕೆ ಪ್ರಮುಖ ಕಾರಣವಾಗಿದೆ. ಈ ಸಮಸ್ಯೆಯನ್ನು ನಿವಾರಿಸಲು ಈಗಾಗಲೇ ಹಲವು ವಸತಿ ಸಮುಚ್ಚಯಗಳ ಮಾಲೀಕರಿಗೆ ನೋಟಿಸ್ ಜಾರಿ ಮಾಡಲಾಗಿದ್ದು ಅಸೋಸಿಯೇಷನ್ ಸದಸ್ಯರ ಸಭೆ ಕರೆದು ತ್ಯಾಜ್ಯ ನೀರನ್ನು ಸಮರ್ಪಕವಾಗಿ ವಿಲೇವಾರಿ ಮಾಡಲು ಸೂಚಿಸಲಾಗಿದೆ. ನದಿ ದಡದಲ್ಲಿ ವಾಸಿಸುವವರಿಗೂ ನದಿಗೆ ಕಲುಷಿತ ನೀರು ಬಿಡದಂತೆ ಎಚ್ಚರಿಕೆ ನೀಡಲಾಗಿದೆ. ಸಿಸಿ ಕ್ಯಾಮೆರ ಅಳವಡಿಕೆ ಕೇವಲ ಜನವಸತಿ ಮಾತ್ರವಲ್ಲದೆ, ಪ್ರವಾಸಿಗರು ಮತ್ತು ಕಾರ್ಮಿಕರಿಂದ ಆಗುವ ಮಾಲಿನ್ಯವನ್ನು ತಡೆಯಲು ನದಿಯ ಆಯಕಟ್ಟಿನ ಜಾಗಗಳಲ್ಲಿ ಸಿಸಿಟಿವಿ ಕ್ಯಾಮೆರಾಗಳನ್ನು ಅಳವಡಿಸಲಾಗಿದೆ ಮತ್ತು ಕಮ್ಯುನಿಟಿ ಮೊಬಿಲೈಸರ್‌ಗಳನ್ನು ನಿಯೋಜಿಸಲಾಗಿದೆ. ಮಳೆಗಾಲದಲ್ಲಿ ತೇಲುವ ತ್ಯಾಜ್ಯವನ್ನು ತಡೆಯಲು 'ಫ್ಲೋಟಿಂಗ್ ಟ್ರಾಶ್ ಬ್ಯಾರಿಯರ್' ತಂತ್ರಜ್ಞಾನವನ್ನು ಬಳಸುತ್ತಿರುವುದಾಗಿ ನಗರಸಭೆ ತಿಳಿಸಿದೆ. ನಗರದ ಕಸ ಎಸೆಯುವ ಸ್ಥಳಗಳನ್ನು ಗುರುತಿಸಿ ಅವುಗಳನ್ನು ಸ್ವಚ್ಛಗೊಳಿಸಿ ಅಲ್ಲಿ ಸಣ್ಣ ಉದ್ಯಾನವನಗಳನ್ನು ನಿರ್ಮಿಸುವ ಮೂಲಕ ನಗರಸಭೆಯು ಜಲಮೂಲಗಳ ಸಂರಕ್ಷಣೆಗೆ ಮುಂದಾಗಿದೆ. — [307, 202, 1512, 705]
temple-photo — [718, 1379, 1104, 1523]
story-ambedkar: ಏ.19: ಅಂಬೇಡ್ಕರ್ ವಿಚಾರ ಸಂಕಿರಣ ಉಡುಪಿ: ಡಾ. ಬಿ.ಆರ್. ಅಂಬೇಡ್ಕರ್ ಜನ್ಮದಿನಾಚರಣೆಯನ್ನು ಜಿಲ್ಲಾ ಬಿಜೆಪಿ ವತಿಯಿಂದ ಜಿಲ್ಲಾ ಎಸ್ಸಿ ಮೋರ್ಚಾ ಸಹಯೋಗದೊಂದಿಗೆ ಬಿಜೆಪಿ ಜಿಲ್ಲಾ ಕಚೇರಿಯಲ್ಲಿ ಆಚರಿಸಲಾಯಿತು. ಬಿಜೆಪಿ ಜಿಲ್ಲಾಧ್ಯಕ್ಷ ಕುತ್ಯಾರು ನವೀನ್ ಶೆಟ್ಟಿ ಮಾತನಾಡಿ, ಏ.19ರಂದು ಪ್ರಬುದ್ಧರಿಗಾಗಿ ಜಿಲ್ಲಾ ಬಿಜೆಪಿ, ಜಿಲ್ಲಾ ಎಸ್.ಸಿ. ಮೋರ್ಚಾ ನೇತೃತ್ವದಲ್ಲಿ ಅಂಬೇಡ್ಕರ್ ಜೀವನ ಚರಿತ್ರೆಯ ಜಿಲ್ಲಾ ಮಟ್ಟದ ವಿಚಾರ ಸಂಕಿರಣ ... ಕಾರ್ಯದರ್ಶಿ ಸತ್ಯಾನಂದ ನಾಯಕ್, ನೇಕಾರ ಪ್ರಕೋಷ್ಠ ರಾಜ್ಯ ಸಮಿತಿ ಸದಸ್ಯ ರತ್ನಾಕರ ಇಂದ್ರಾಳಿ, ಜಿಲ್ಲಾ ಎಸ್.ಸಿ. ಮೋರ್ಚಾ ಅಧ್ಯಕ್ಷ ಚಂದ್ರ ಪಂಚವಟಿ, ಜಿಲ್ಲಾ ಮಹಿಳಾ ಮೋರ್ಚಾ ಅಧ್ಯಕ್ಷೆ ಸಂಧ್ಯಾ ರಮೇಶ್, ಜಿಲ್ಲಾ ಯುವ ಮೋರ್ಚಾ ಅಧ್ಯಕ್ಷ ಪೃಥ್ವಿರಾಜ್ ಶೆಟ್ಟಿ ಬಿಲ್ಲಾಡಿ, ಜಿಲ್ಲಾ ಎಸ್.ಸಿ. ಮೋರ್ಚಾ ಪ್ರಧಾನ ಕಾರ್ಯದರ್ಶಿಗಳಾದ ಕೃಷ್ಣಮೂರ್ತಿ ಡಿ.ಬಿ., ಎಸ್. ... ಶಿವಕುಮಾರ್ ಅಂಬಲಪಾಡಿ, ಗಿರೀಶ್ ಇದ್ದರು. — [1121, 1303, 1505, 1555]
story-1: ಏ.17: ಪ್ರಿಯದರ್ಶಿನಿ ಕಿನ್ನಿಗೋಳಿ ಶಾಖೆಯಿಂದ ಹೊಲಿಗೆ ಯಂತ್ರ ವಿತರಣೆ ಮುಲ್ಕಿ: ಹಳೆಯಂಗಡಿಯ ಪ್ರಧಾನ ಕಚೇರಿಯ ಪ್ರಿಯದರ್ಶಿನಿ ಕೋ ಆಪರೇಟಿವ್ ಸೊಸೈಟಿಯ ಕಿನ್ನಿಗೋಳಿ ಶಾಖೆಯ ಎರಡನೇ ವರ್ಷದ ವಾರ್ಷಿಕೋತ್ಸವ ಹಾಗೂ ಕಿನ್ನಿಗೋಳಿ ಸೈಂಟ್ ಮೇರಿಸ್ ಸ್ಪೆಷಲ್ ಸ್ಕೂಲ್ ನ ವಿದ್ಯಾರ್ಥಿಗಳಿಗೆ ಹೊಲಿಗೆ ಯಂತ್ರ ವಿತರಣಾ ಕಾರ್ಯಕ್ರಮ ಏ.17ರಂದು ಶುಕ್ರವಾರ ಬೆಳಿಗ್ಗೆ 10 ಗಂಟೆಗೆ ಕಿನ್ನಿಗೋಳಿ ಶಾಖೆ ಆವರಣದಲ್ಲಿ ನಡೆಯಲಿದೆ. ಈ ಕಾರ್ಯಕ್ರಮದಲ್ಲಿ ಕಿನ್ನಿಗೋಳಿ ಪಟ್ಟಣ ಪಂಚಾಯತ್ ಅಧ್ಯಕ್ಷ ಗುರುರಾಜ್ ಮಲ್ಲಿಗೆಯಂಗಡಿ, ಸದಸ್ಯರಾದ ಕೋಕಿಲ ಡಿ ಅಮೀನ್, ರೇಷ್ಮಾ ಮಾರ್ಟಿನ್ ಮೊದಲಾದವರು ಉಪಸ್ಥಿತರಿರುವರು ಎಂದು ಹಳೆಯಂಗಡಿ ಪ್ರಿಯದರ್ಶಿನಿ ಕೋ ಆಪರೇಟಿವ್ ಸೊಸೈಟಿ ಅಧ್ಯಕ್ಷ ಎಚ್ ವಸಂತ್ ಬರ್ನಾಡ್ ತಿಳಿಸಿದ್ದಾರೆ. — [38, 265, 276, 512]
story-headline: ಸಮಗ್ರ ವರದಿ ಸಲ್ಲಿಸಲು ನಗರಸಭೆ ಪೌರಾಯುಕ್ತರಿಗೆ ಸೂಚನೆ — [484, 239, 1336, 300]
story-headline: ‘ನಾರಿ ಶಕ್ತಿ ವಂದನ ಸಮ್ಮೇಳನ’ದ ನೇರ ಪ್ರಸಾರ ವೀಕ್ಷಣೆ — [38, 861, 267, 915]
story-headline: ಏ. 19ರಂದು ಶತಮಾನೋತ್ಸವ ಸಂಭ್ರಮ, ಹಳೆ ವಿದ್ಯಾರ್ಥಿಗಳ ಸ್ನೇಹ ಸಮ್ಮಿಲನ — [391, 2002, 1428, 2057]
press-meet-photo: ಉಳ್ಳಾಲ ಪ್ರೆಸ್ ಕ್ಲಬ್ — [315, 803, 701, 909]
supplement-title: ಸಂಗಮ — [998, 80, 1150, 151]
website-link[interactable]: hosadigantha.com — [359, 170, 493, 187]
story-speaker: ಪಾರ್ಲಿಮೆಂಟರಿ ಅಸೋಸಿಯೇಶನ್ ಸಮ್ಮೇಳನದಲ್ಲಿ ಸ್ಪೀಕರ್ ಖಾದರ್ ಭಾಗಿ ಮಂಗಳೂರು: ಇಂದಿನ ರಾಜಕೀಯ ವ್ಯವಸ್ಥೆಯಲ್ಲಿ ಯುವ-ನಾಯಕತ್ವ ಎಂಬ ಪದ ಹೆಚ್ಚು ಬಳಸಲಾಗುತ್ತದೆ. ಆದರೆ ಯುವ ಶಾಸಕರನ್ನು ಕೇವಲ ವಯಸ್ಸಿನ ಆಧಾರದ ಮೇಲೆ ವ್ಯಾಖ್ಯಾನಿಸುವುದು ಸರಿಯಲ್ಲ ಎಂದು ವಿಧಾನ ಸಭೆ ಸ್ಪೀಕರ್ ಯು.ಟಿ.ಖಾದರ್ ಅಭಿಪ್ರಾಯಪಟ್ಟರು. ... ಜವಾಬ್ದಾರಿಯೊಂದಿಗೆ ಯೋಚಿಸುತ್ತಾರೆ ಎಂಬುವುದಾಗಿದೆ ಎಂದವರು ಹೇಳಿದರು. ಇಂದಿನ ಆಡಳಿತ ವ್ಯವಸ್ಥೆ ಅತ್ಯಂತ ಸಂಕೀರ್ಣವಾಗಿದೆ. ಕೇವಲ ಅನುಭವಕ್ಕೆ ... ಲೋಕಸಭಾ ಸ್ಪೀಕರ್ ಓಂ ಬಿರ್ಲಾ, ಗೋವಾ ರಾಜ್ಯಪಾಲ ಪುಸಪತಿ ಅಶೋಕ್ ಗಜಪತಿ ರಾಜು, ಗೋವಾ ಮುಖ್ಯಮಂತ್ರಿ ಪ್ರಮೋದ್ ಸಾವಂತ್, ಹರಿವಂಶ್ ನಾರಾಯಣ ಸಿಂಗ್ ಮುಂತಾದವರು ಭಾಗವಹಿಸಿದ್ದರು. — [710, 717, 1113, 1291]
story-headline: ಅರೆಭಾಷೆ ಹಾಸ್ಯ ಲೇಖನ ಸ್ಪರ್ಧೆಗೆ ಆಹ್ವಾನ — [38, 520, 269, 574]
